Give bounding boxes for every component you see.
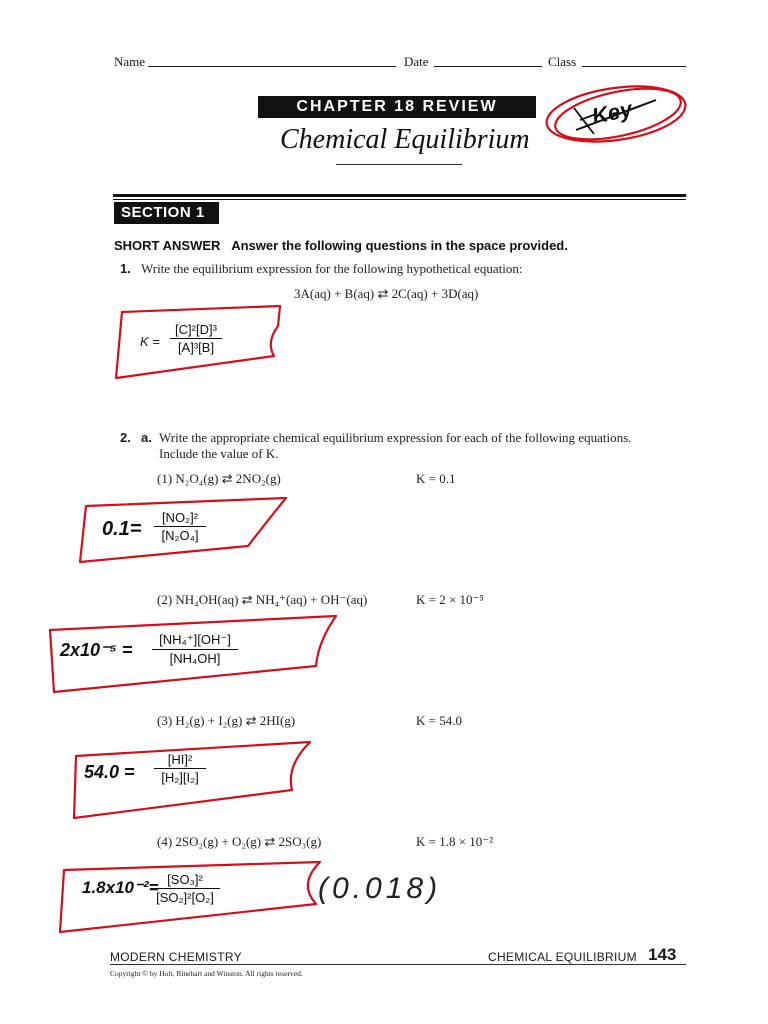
q2-part: a. <box>141 430 152 445</box>
q2-item3-k: K = 54.0 <box>416 713 462 728</box>
copyright: Copyright © by Holt, Rinehart and Winston. All rights reserved. <box>110 969 303 978</box>
q2-item1-fraction <box>154 510 206 543</box>
q1-prompt: Write the equilibrium expression for the following hypothetical equation: <box>141 261 523 276</box>
q2-item2-numerator: [NH₄⁺][OH⁻] <box>159 632 231 647</box>
q2-item3-fraction <box>154 752 206 785</box>
q2-item1-lhs: 0.1= <box>102 518 142 540</box>
q1-equation: 3A(aq) + B(aq) ⇄ 2C(aq) + 3D(aq) <box>294 286 479 301</box>
q2-item3-numerator: [HI]² <box>167 752 193 767</box>
q2-item4-lhs: 1.8x10⁻²= <box>82 878 159 897</box>
q2-item2-lhs: 2x10⁻⁵ = <box>60 640 133 660</box>
q2-item4-denominator: [SO₂]²[O₂] <box>156 890 214 905</box>
q1-numerator: [C]²[D]³ <box>175 322 217 337</box>
q2-item1-k: K = 0.1 <box>416 471 456 486</box>
q2-item2-denominator: [NH₄OH] <box>169 651 221 666</box>
q2-prompt-line1: Write the appropriate chemical equilibrium expression for each of the following equations. <box>159 430 632 445</box>
q2-item3-lhs: 54.0 = <box>84 762 135 782</box>
q2-prompt-line2: Include the value of K. <box>159 446 279 461</box>
q2-item1-denominator: [N₂O₄] <box>161 528 199 543</box>
q2-item4-numerator: [SO₃]² <box>167 872 203 887</box>
q2-item4-k: K = 1.8 × 10⁻² <box>416 834 494 849</box>
class-field-line[interactable] <box>582 66 686 67</box>
q2-item1-numerator: [NO₂]² <box>161 510 199 525</box>
q2-item3-label: (3) H₂(g) + I₂(g) ⇄ 2HI(g) <box>157 713 296 728</box>
q1-answer-fraction <box>170 322 222 355</box>
q2-item4-fraction <box>150 872 220 905</box>
footer-left: MODERN CHEMISTRY <box>110 950 242 964</box>
q2-item1-label: (1) N₂O₄(g) ⇄ 2NO₂(g) <box>157 471 281 486</box>
q2-number: 2. <box>120 430 131 445</box>
class-label: Class <box>548 54 577 69</box>
fraction-bar <box>170 338 222 339</box>
instructions-heading: SHORT ANSWER <box>114 238 221 253</box>
name-field-line[interactable] <box>148 66 396 67</box>
footer-rule <box>110 964 686 965</box>
fraction-bar <box>152 649 238 650</box>
q2-item4-label: (4) 2SO₂(g) + O₂(g) ⇄ 2SO₃(g) <box>157 834 322 849</box>
title-underline <box>336 164 462 165</box>
q2-item2-label: (2) NH₄OH(aq) ⇄ NH₄⁺(aq) + OH⁻(aq) <box>157 592 368 607</box>
q1-denominator: [A]³[B] <box>177 340 215 355</box>
page-number: 143 <box>648 945 677 964</box>
date-field-line[interactable] <box>434 66 542 67</box>
q2-item4-note: (0.018) <box>318 872 442 905</box>
fraction-bar <box>154 526 206 527</box>
footer-right: CHEMICAL EQUILIBRIUM <box>488 950 637 964</box>
fraction-bar <box>150 888 220 889</box>
q1-number: 1. <box>120 261 131 276</box>
name-label: Name <box>114 54 146 69</box>
instructions <box>114 238 568 253</box>
fraction-bar <box>154 768 206 769</box>
q2-item2-k: K = 2 × 10⁻⁵ <box>416 592 484 607</box>
q2-item2-fraction <box>152 632 238 666</box>
section-rule-thick <box>113 194 686 197</box>
section-rule-thin <box>113 199 686 200</box>
chapter-banner: CHAPTER 18 REVIEW <box>258 96 536 118</box>
section-tab: SECTION 1 <box>114 202 219 224</box>
q2-item3-denominator: [H₂][I₂] <box>161 770 199 785</box>
q1-answer-lhs: K = <box>140 334 160 349</box>
date-label: Date <box>404 54 429 69</box>
page-title: Chemical Equilibrium <box>280 124 530 155</box>
key-mark-text: Key <box>589 96 635 129</box>
instructions-text: Answer the following questions in the space provided. <box>231 238 568 253</box>
